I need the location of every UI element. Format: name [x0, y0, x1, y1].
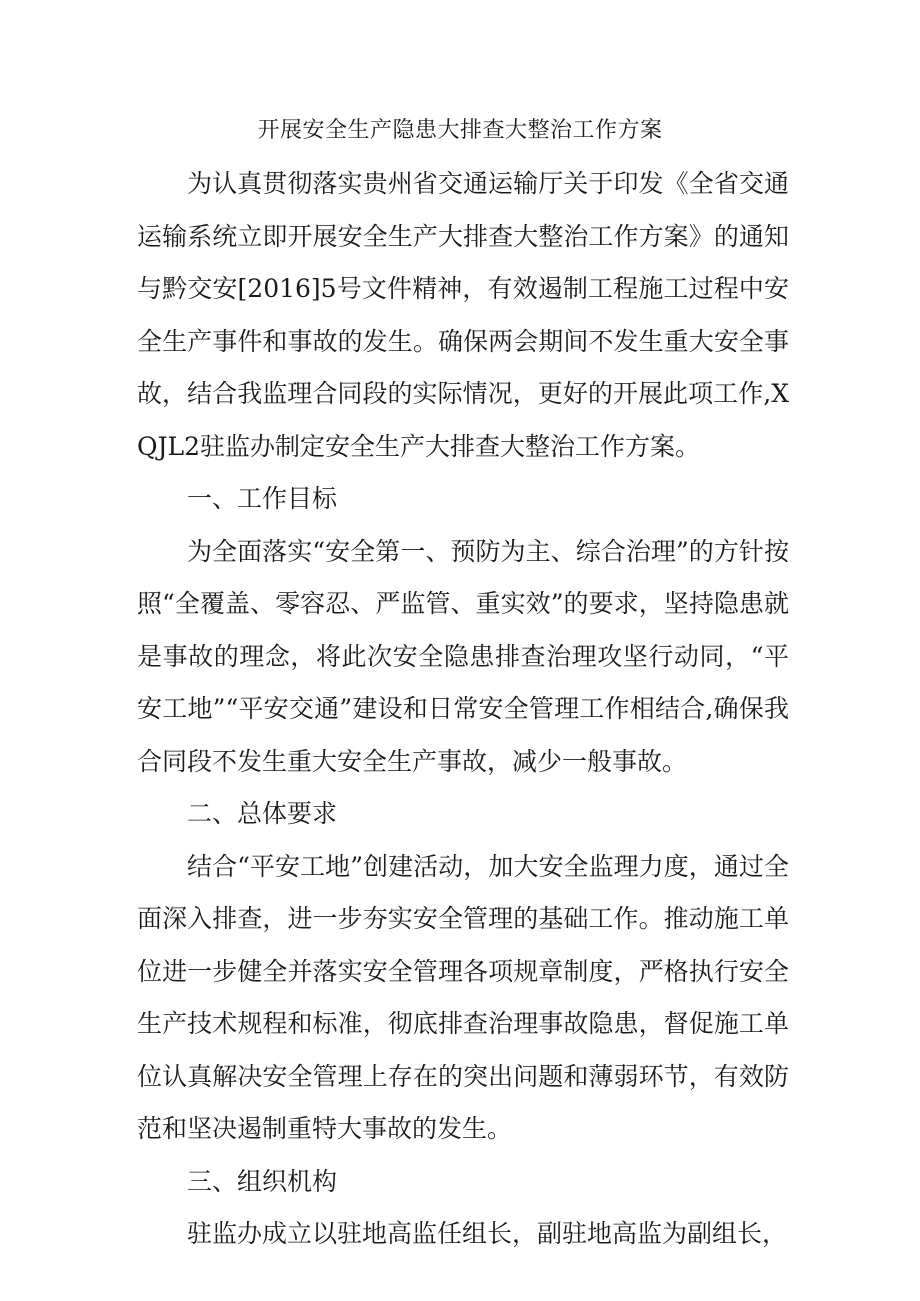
document-title: 开展安全生产隐患大排查大整治工作方案 [257, 118, 663, 143]
section-text-organization: 驻监办成立以驻地高监任组长，副驻地高监为副组长， [187, 1219, 788, 1248]
section-text-goals: 为全面落实“安全第一、预防为主、综合治理”的方针按照“全覆盖、零容忍、严监管、重实效”的要求，坚持隐患就是事故的理念，将此次安全隐患排查治理攻坚行动同，“平安工地”“平安交通”建设和日常安全管理工作相结合,确保我合同段不发生重大安全生产事故，减少一般事故。 [137, 536, 789, 776]
intro-paragraph: 为认真贯彻落实贵州省交通运输厅关于印发《全省交通运输系统立即开展安全生产大排查大整治工作方案》的通知与黔交安[2016]5号文件精神，有效遏制工程施工过程中安全生产事件和事故的发生。确保两会期间不发生重大安全事故，结合我监理合同段的实际情况，更好的开展此项工作,XQJL2驻监办制定安全生产大排查大整治工作方案。 [137, 169, 789, 461]
section-text-requirements: 结合“平安工地”创建活动，加大安全监理力度，通过全面深入排查，进一步夯实安全管理的基础工作。推动施工单位进一步健全并落实安全管理各项规章制度，严格执行安全生产技术规程和标准，彻底排查治理事故隐患，督促施工单位认真解决安全管理上存在的突出问题和薄弱环节，有效防范和坚决遏制重特大事故的发生。 [137, 851, 789, 1143]
section-heading-organization: 三、组织机构 [187, 1166, 338, 1196]
section-heading-requirements: 二、总体要求 [187, 799, 338, 828]
document-body [137, 158, 789, 1261]
section-heading-goals: 一、工作目标 [187, 484, 338, 513]
